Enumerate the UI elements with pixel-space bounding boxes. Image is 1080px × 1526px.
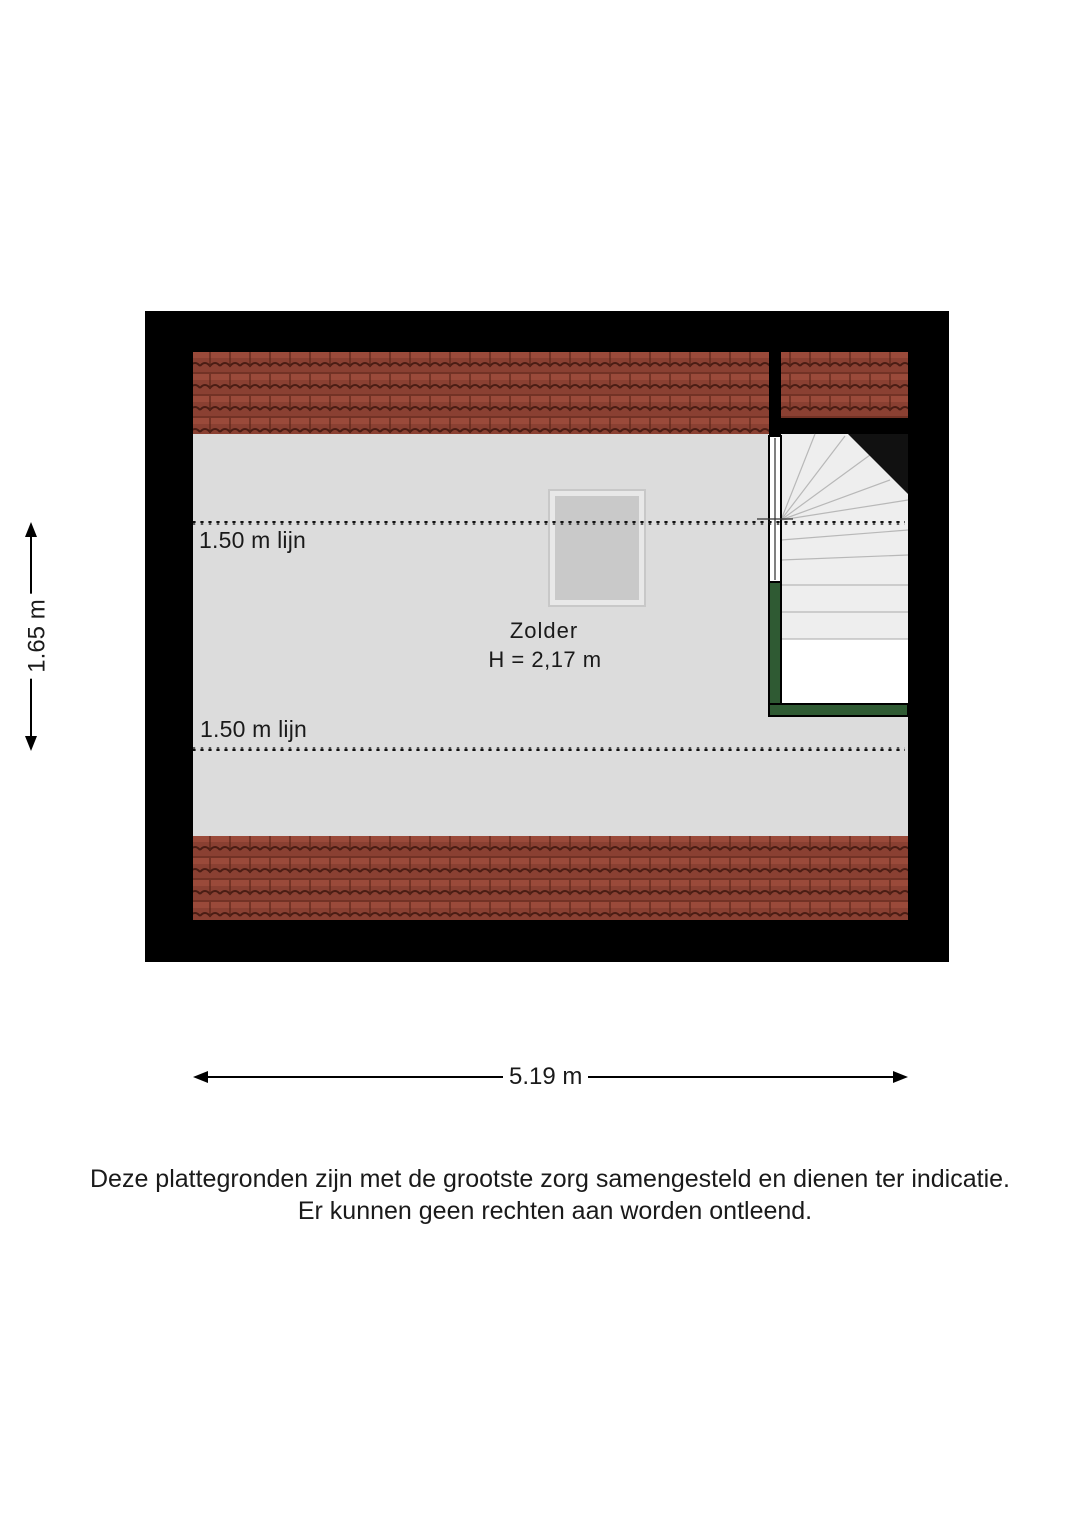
height-line-label-upper: 1.50 m lijn: [199, 527, 307, 553]
depth-dimension-label: 1.65 m: [24, 593, 52, 678]
skylight: [549, 490, 645, 606]
height-line-upper: [193, 521, 905, 525]
width-dimension-label: 5.19 m: [503, 1063, 588, 1091]
height-line-label-lower: 1.50 m lijn: [200, 716, 308, 742]
room-height: H = 2,17 m: [488, 647, 602, 672]
roof-tiles-bottom: [193, 836, 908, 920]
height-line-lower: [193, 747, 905, 751]
stair-wall-cap: [769, 418, 908, 434]
roof-tiles-top-right: [781, 352, 908, 418]
stair-railing-bottom: [769, 704, 908, 716]
stair-railing-lower: [769, 582, 781, 716]
room-name: Zolder: [509, 618, 579, 643]
staircase: [757, 434, 908, 716]
disclaimer-line-2: Er kunnen geen rechten aan worden ontleend.: [297, 1197, 813, 1225]
disclaimer-line-1: Deze plattegronden zijn met de grootste zorg samengesteld en dienen ter indicatie.: [89, 1165, 1010, 1193]
roof-tiles-top-left: [193, 352, 769, 434]
